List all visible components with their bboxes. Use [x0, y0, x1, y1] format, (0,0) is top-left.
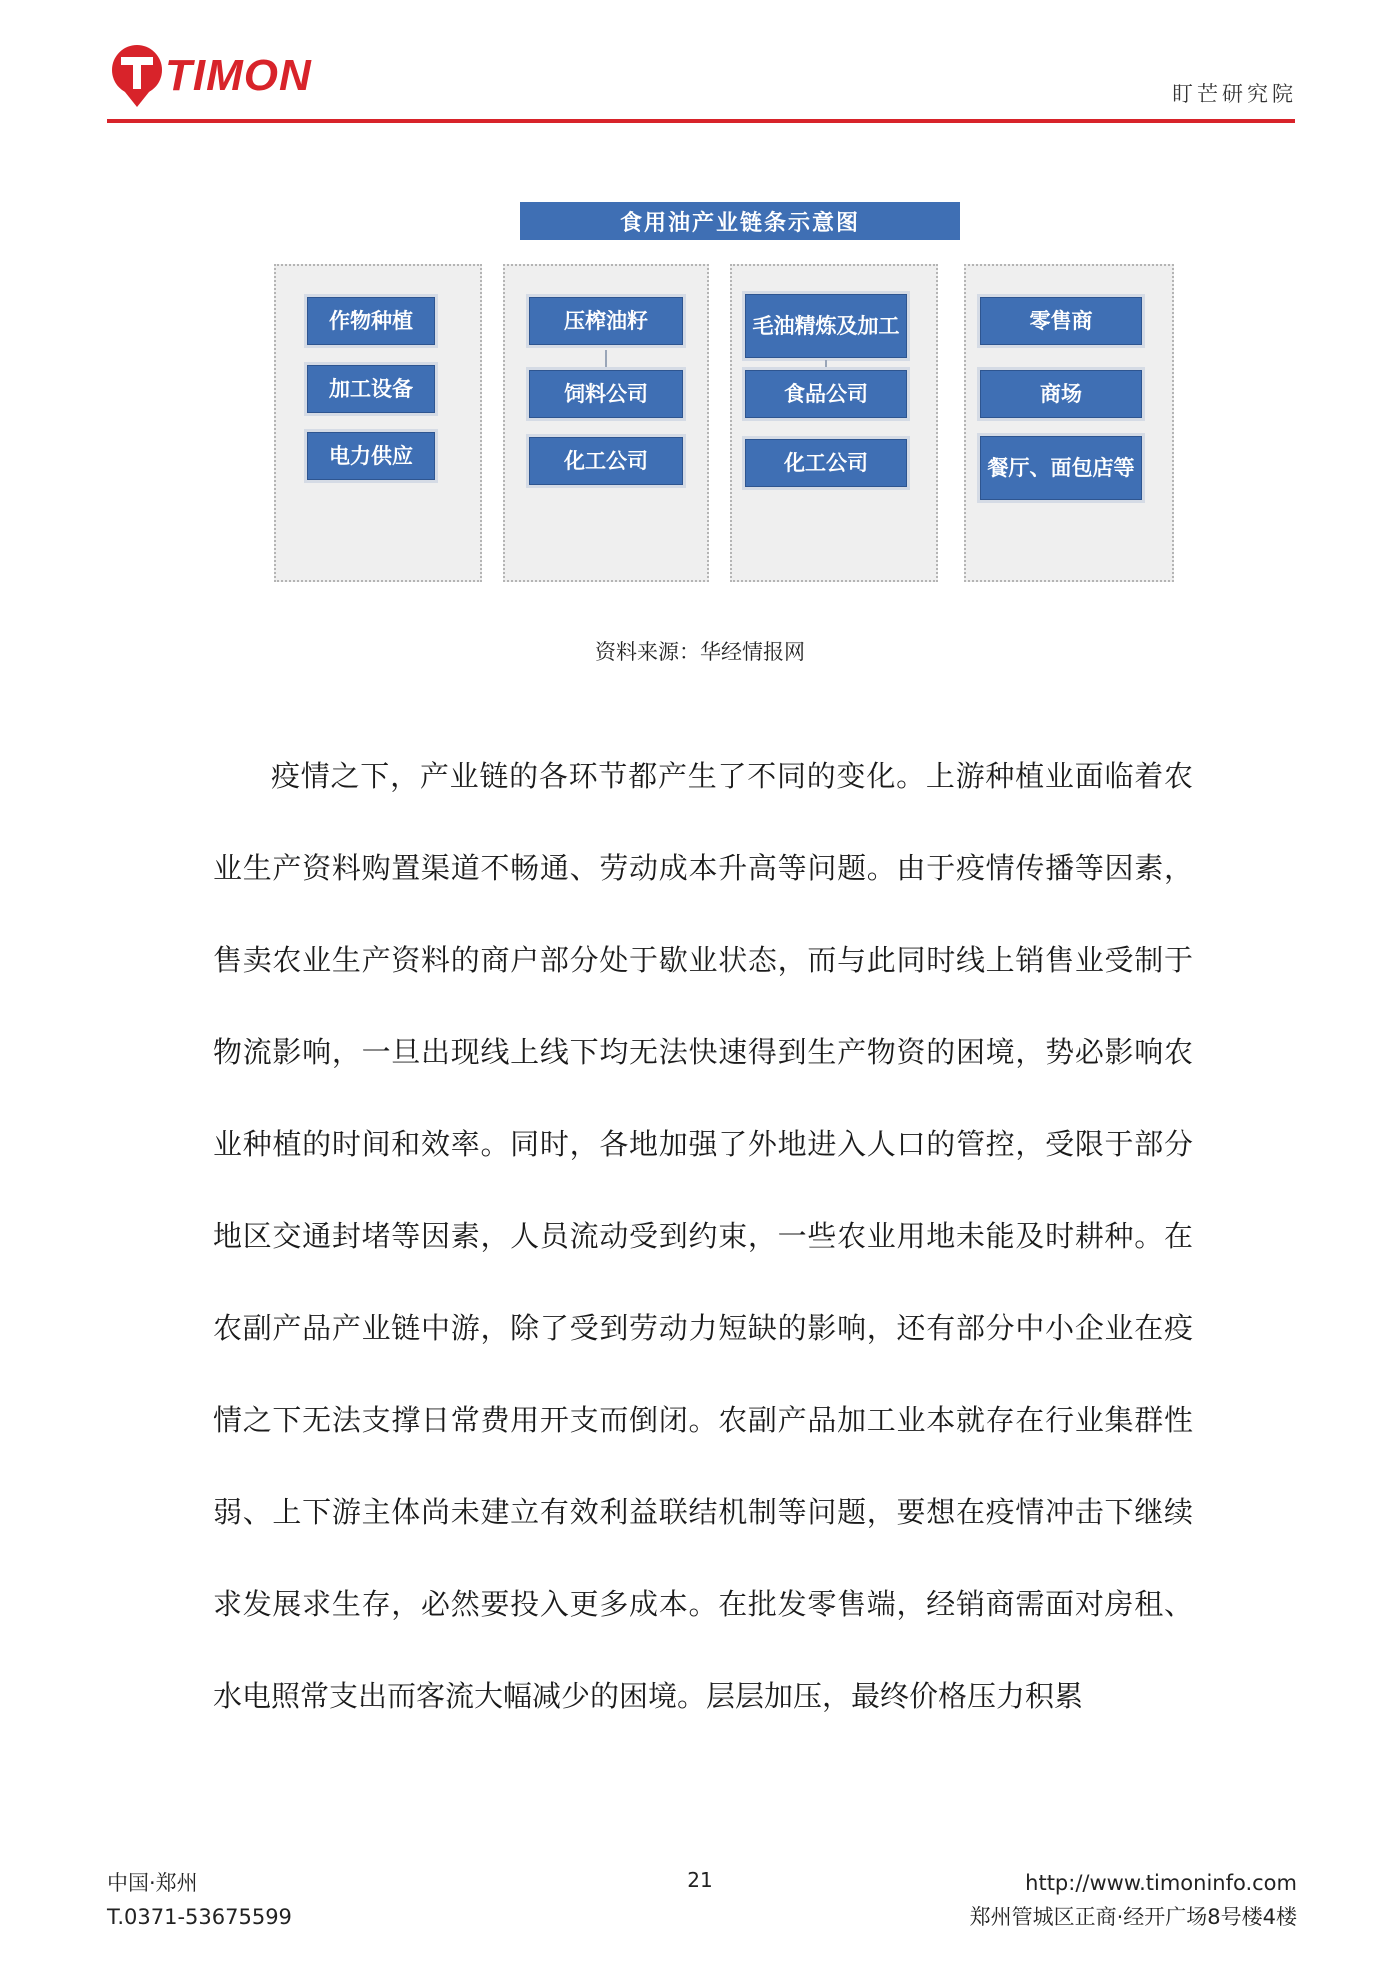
node-crude-oil-refining: 毛油精炼及加工	[745, 294, 907, 358]
footer-location: 中国·郑州	[107, 1871, 198, 1895]
node-restaurants-bakeries: 餐厅、面包店等	[980, 436, 1142, 500]
timon-logo	[107, 40, 317, 110]
node-chemical-company: 化工公司	[529, 437, 683, 485]
flow-arrow	[605, 350, 607, 372]
figure-source: 资料来源：华经情报网	[595, 640, 805, 664]
logo-pin-icon	[112, 45, 162, 107]
node-chemical-company: 化工公司	[745, 439, 907, 487]
footer-website: http://www.timoninfo.com	[1025, 1871, 1297, 1895]
logo-wordmark: TIMON	[165, 51, 312, 100]
footer-address: 郑州管城区正商·经开广场8号楼4楼	[969, 1905, 1297, 1929]
page-number: 21	[687, 1868, 713, 1892]
header-divider	[107, 119, 1295, 123]
industry-chain-diagram	[270, 198, 1180, 588]
body-paragraph: 疫情之下，产业链的各环节都产生了不同的变化。上游种植业面临着农业生产资料购置渠道不畅通、劳动成本升高等问题。由于疫情传播等因素，售卖农业生产资料的商户部分处于歇业状态，而与此同时线上销售业受制于物流影响，一旦出现线上线下均无法快速得到生产物资的困境，势必影响农业种植的时间和效率。同时，各地加强了外地进入人口的管控，受限于部分地区交通封堵等因素，人员流动受到约束，一些农业用地未能及时耕种。在农副产品产业链中游，除了受到劳动力短缺的影响，还有部分中小企业在疫情之下无法支撑日常费用开支而倒闭。农副产品加工业本就存在行业集群性弱、上下游主体尚未建立有效利益联结机制等问题，要想在疫情冲击下继续求发展求生存，必然要投入更多成本。在批发零售端，经销商需面对房租、水电照常支出而客流大幅减少的困境。层层加压，最终价格压力积累	[213, 759, 1193, 1713]
node-shopping-mall: 商场	[980, 370, 1142, 418]
node-processing-equipment: 加工设备	[307, 365, 435, 413]
node-feed-company: 饲料公司	[529, 370, 683, 418]
diagram-title: 食用油产业链条示意图	[520, 202, 960, 240]
institute-name: 盯芒研究院	[1172, 82, 1297, 106]
diagram-column-crushing	[503, 264, 709, 582]
footer-phone: T.0371-53675599	[107, 1905, 292, 1929]
node-food-company: 食品公司	[745, 370, 907, 418]
node-oilseed-crushing: 压榨油籽	[529, 297, 683, 345]
diagram-column-retail	[964, 264, 1174, 582]
node-crop-planting: 作物种植	[307, 297, 435, 345]
diagram-column-refining	[730, 264, 938, 582]
node-power-supply: 电力供应	[307, 432, 435, 480]
node-retailer: 零售商	[980, 297, 1142, 345]
footer-address-block	[970, 1866, 1297, 1934]
diagram-column-upstream	[274, 264, 482, 582]
